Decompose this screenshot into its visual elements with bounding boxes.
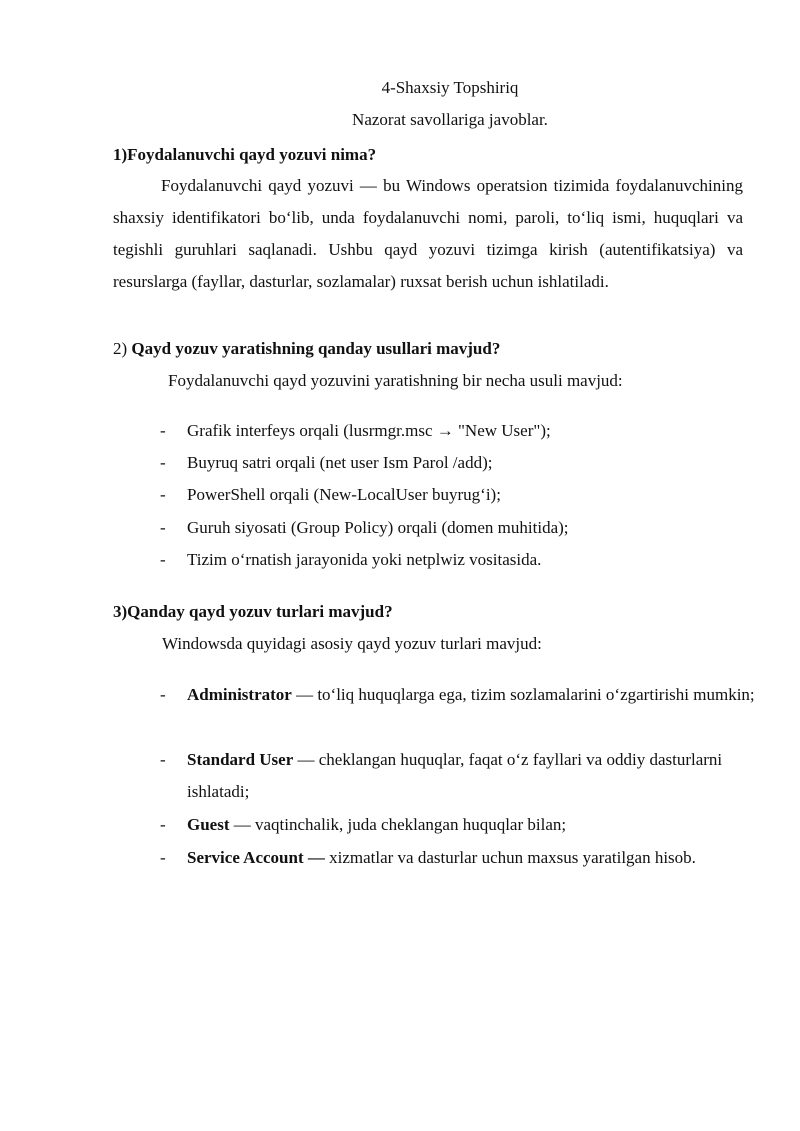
list-bullet: - (160, 518, 166, 537)
list-item (187, 679, 757, 711)
account-type-description: — to‘liq huquqlarga ega, tizim sozlamalarini o‘zgartirishi mumkin; (291, 685, 755, 704)
list-bullet: - (160, 421, 166, 440)
list-item: Guruh siyosati (Group Policy) orqali (domen muhitida); (187, 518, 569, 537)
list-bullet: - (160, 750, 166, 769)
account-type-description: — vaqtinchalik, juda cheklangan huquqlar bilan; (229, 815, 567, 834)
question-3-intro: Windowsda quyidagi asosiy qayd yozuv turlari mavjud: (162, 634, 542, 653)
question-2-intro: Foydalanuvchi qayd yozuvini yaratishning bir necha usuli mavjud: (168, 371, 623, 390)
account-type-description: xizmatlar va dasturlar uchun maxsus yaratilgan hisob. (324, 848, 696, 867)
account-type-term: Standard User (187, 750, 294, 769)
document-subtitle: Nazorat savollariga javoblar. (352, 110, 548, 129)
question-1-answer: Foydalanuvchi qayd yozuvi — bu Windows operatsion tizimida foydalanuvchining shaxsiy identifikatori bo‘lib, unda foydalanuvchi nomi, paroli, to‘liq ismi, huquqlari va tegishli guruhlari saqlanadi. Ushbu qayd yozuvi tizimga kirish (autentifikatsiya) va resurslarga (fayllar, dasturlar, sozlamalar) ruxsat berish uchun ishlatiladi. (113, 176, 743, 291)
question-3-heading: 3)Qanday qayd yozuv turlari mavjud? (113, 602, 393, 621)
list-bullet: - (160, 815, 166, 834)
question-2-number: 2) (113, 339, 128, 358)
list-item (187, 809, 757, 841)
account-type-term: Guest (187, 815, 230, 834)
list-item: Buyruq satri orqali (net user Ism Parol /add); (187, 453, 493, 472)
list-bullet: - (160, 453, 166, 472)
list-item: Tizim o‘rnatish jarayonida yoki netplwiz vositasida. (187, 550, 542, 569)
list-bullet: - (160, 550, 166, 569)
question-1-heading: 1)Foydalanuvchi qayd yozuvi nima? (113, 145, 377, 164)
list-item (187, 744, 757, 808)
account-type-description: — cheklangan huquqlar, faqat o‘z fayllari va oddiy dasturlarni ishlatadi; (187, 750, 723, 801)
list-item: Grafik interfeys orqali (lusrmgr.msc → "New User"); (187, 421, 551, 440)
account-type-term: Administrator (187, 685, 292, 704)
question-2-title: Qayd yozuv yaratishning qanday usullari mavjud? (131, 339, 501, 358)
list-bullet: - (160, 848, 166, 867)
list-item: PowerShell orqali (New-LocalUser buyrug‘i); (187, 485, 501, 504)
list-bullet: - (160, 685, 166, 704)
list-item (187, 842, 717, 874)
document-title: 4-Shaxsiy Topshiriq (381, 78, 519, 97)
list-bullet: - (160, 485, 166, 504)
account-type-term: Service Account — (187, 848, 325, 867)
question-2-heading (113, 339, 500, 359)
